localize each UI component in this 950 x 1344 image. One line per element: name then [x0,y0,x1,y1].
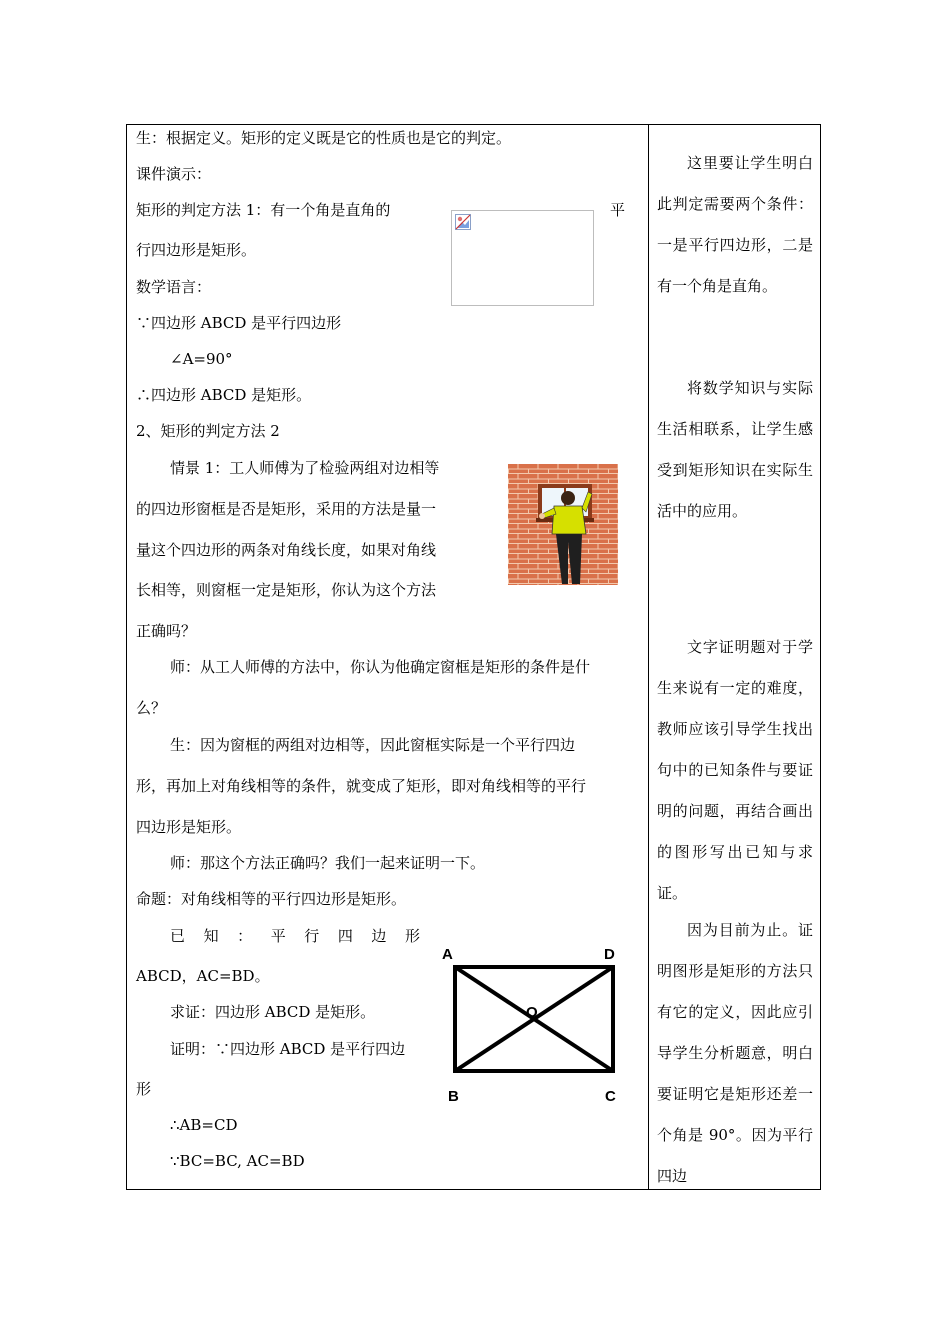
proof-line-4: ∵BC=BC, AC=BD [170,1152,305,1170]
teacher-question-1: 师：从工人师傅的方法中，你认为他确定窗框是矩形的条件是什 [170,658,591,676]
student-reply-1: 生：因为窗框的两组对边相等，因此窗框实际是一个平行四边 [170,736,576,754]
method2-heading: 2、矩形的判定方法 2 [136,422,280,440]
column-divider [648,124,649,1190]
teacher-statement-2: 师：那这个方法正确吗？我们一起来证明一下。 [170,854,486,872]
worker-window-illustration [508,464,618,585]
student-answer: 生：根据定义。矩形的定义既是它的性质也是它的判定。 [136,129,512,147]
proof-line-2: 形 [136,1080,152,1098]
courseware-label: 课件演示： [136,165,212,183]
scene-line-3: 量这个四边形的两条对角线长度，如果对角线 [136,541,437,559]
label-d: D [604,946,615,963]
scene-line-2: 的四边形窗框是否是矩形，采用的方法是量一 [136,500,437,518]
known-line [170,926,420,946]
side-note-2: 将数学知识与实际生活相联系，让学生感受到矩形知识在实际生活中的应用。 [657,379,813,520]
proof-line-1: 证明：∵四边形 ABCD 是平行四边 [170,1040,406,1058]
proof-line-3: ∴AB=CD [170,1116,238,1134]
student-reply-3: 四边形是矩形。 [136,818,242,836]
known-char: 知 [203,927,219,945]
math-language-label: 数学语言： [136,278,212,296]
known-char: 已 [170,927,186,945]
student-reply-2: 形，再加上对角线相等的条件，就变成了矩形，即对角线相等的平行 [136,777,587,795]
rectangle-diagram [438,940,628,1110]
known-char: 平 [270,927,286,945]
scene-line-1: 情景 1：工人师傅为了检验两组对边相等 [170,459,440,477]
broken-image-icon [455,214,471,230]
known-line-2: ABCD，AC=BD。 [136,967,270,985]
method1-text-cont: 行四边形是矩形。 [136,241,257,259]
image-placeholder [451,210,594,306]
because-parallelogram: ∵四边形 ABCD 是平行四边形 [136,314,342,332]
scene-line-4: 长相等，则窗框一定是矩形，你认为这个方法 [136,581,437,599]
side-note-1: 这里要让学生明白此判定需要两个条件：一是平行四边形，二是有一个角是直角。 [657,154,813,295]
label-b: B [448,1088,459,1105]
known-char: ： [237,927,253,945]
prove-statement: 求证：四边形 ABCD 是矩形。 [170,1003,376,1021]
known-char: 形 [404,927,420,945]
method1-text-end: 平 [610,201,626,219]
known-char: 四 [337,927,353,945]
side-note-4: 因为目前为止。证明图形是矩形的方法只有它的定义，因此应引导学生分析题意，明白要证明它是矩形还差一个角是 90°。因为平行四边 [657,921,813,1185]
label-a: A [442,946,453,963]
therefore-rectangle: ∴四边形 ABCD 是矩形。 [136,386,312,404]
known-char: 边 [371,927,387,945]
scene-line-5: 正确吗？ [136,622,197,640]
proposition: 命题：对角线相等的平行四边形是矩形。 [136,890,407,908]
known-char: 行 [304,927,320,945]
teacher-question-1-cont: 么？ [136,699,167,717]
label-o: O [526,1004,538,1021]
angle-a-90: ∠A=90° [170,350,233,368]
label-c: C [605,1088,616,1105]
side-note-3: 文字证明题对于学生来说有一定的难度，教师应该引导学生找出句中的已知条件与要证明的问题，再结合画出的图形写出已知与求证。 [657,638,813,902]
method1-text: 矩形的判定方法 1：有一个角是直角的 [136,201,391,219]
